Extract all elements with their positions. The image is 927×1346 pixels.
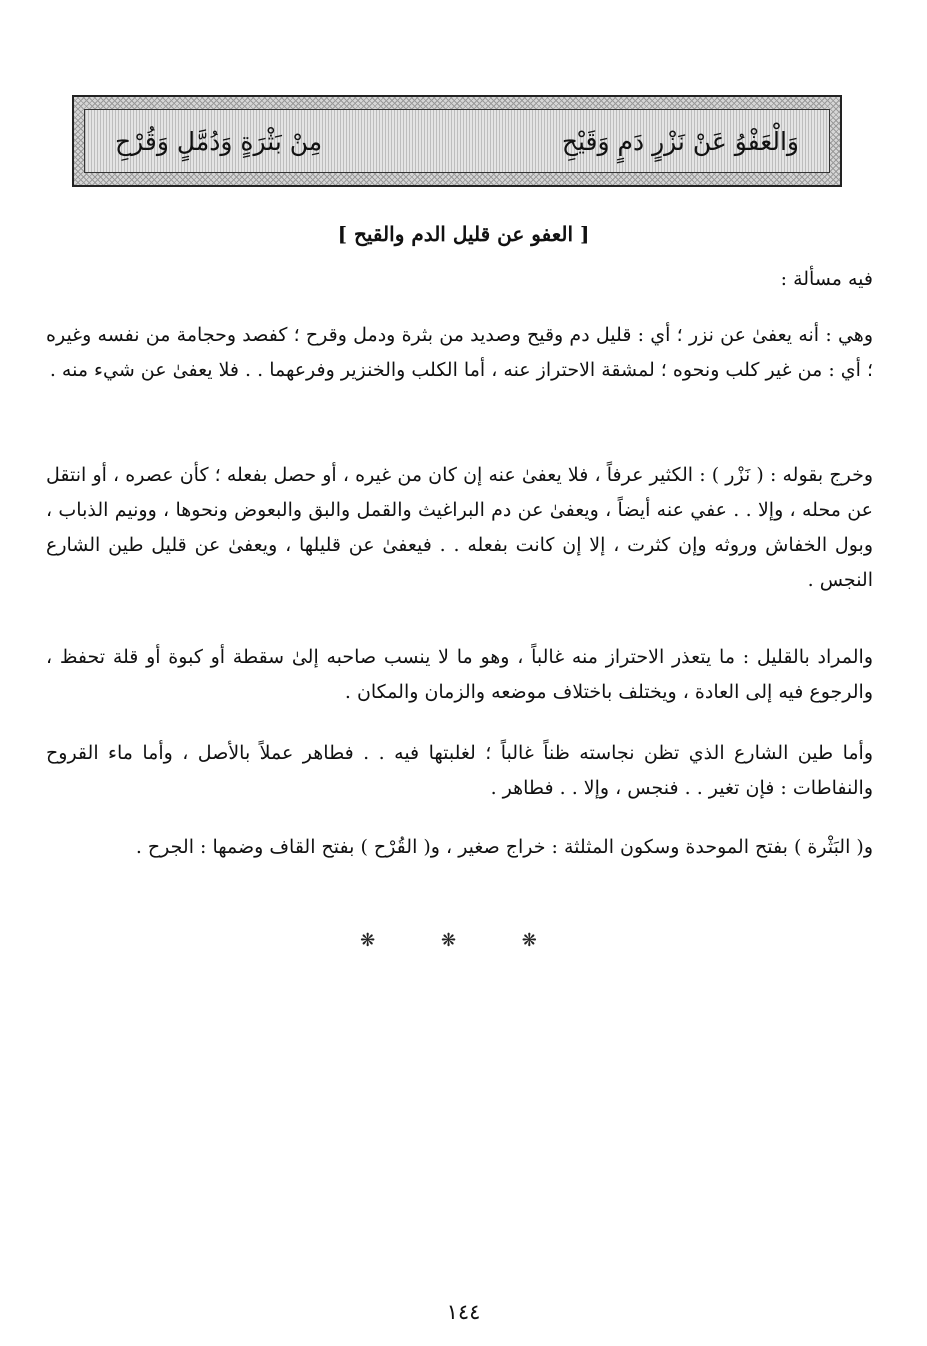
page-number: ١٤٤ xyxy=(446,1300,481,1324)
verse-hemistich-right: وَالْعَفْوُ عَنْ نَزْرٍ دَمٍ وَقَيْحِ xyxy=(561,126,799,156)
intro-line: فيه مسألة : xyxy=(780,268,873,290)
section-heading: [ العفو عن قليل الدم والقيح ] xyxy=(337,222,590,246)
paragraph-2: وخرج بقوله : ( نَزْر ) : الكثير عرفاً ، فلا يعفىٰ عنه إن كان من غيره ، أو حصل بفعله ؛ كأن عصره ، أو انتقل عن محله ، وإلا . . عفي عنه أيضاً ، ويعفىٰ عن دم البراغيث والقمل والبق والبعوض ونحوها ، وونيم الذباب ، وبول الخفاش وروثه وإن كثرت ، إلا إن كانت بفعله . . فيعفىٰ عن قليلها ، ويعفىٰ عن قليل طين الشارع النجس . xyxy=(46,464,873,591)
verse-hemistich-left: مِنْ بَثْرَةٍ وَدُمَّلٍ وَقُرْحِ xyxy=(115,126,323,156)
verse-line xyxy=(85,110,829,172)
paragraph-5: و( البَثْرة ) بفتح الموحدة وسكون المثلثة : خراج صغير ، و( القُرْح ) بفتح القاف وضمها : الجرح . xyxy=(135,836,873,858)
verse-banner xyxy=(72,95,842,187)
paragraph-4: وأما طين الشارع الذي تظن نجاسته ظناً غالباً ؛ لغلبتها فيه . . فطاهر عملاً بالأصل ، وأما ماء القروح والنفاطات : فإن تغير . . فنجس ، وإلا . . فطاهر . xyxy=(46,742,873,799)
paragraph-1: وهي : أنه يعفىٰ عن نزر ؛ أي : قليل دم وقيح وصديد من بثرة ودمل وقرح ؛ كفصد وحجامة من نفسه وغيره ؛ أي : من غير كلب ونحوه ؛ لمشقة الاحتراز عنه ، أما الكلب والخنزير وفرعهما . . فلا يعفىٰ عن شيء منه . xyxy=(46,324,873,381)
verse-banner-frame xyxy=(84,109,830,173)
section-separator: ❋ ❋ ❋ xyxy=(360,930,567,951)
paragraph-3: والمراد بالقليل : ما يتعذر الاحتراز منه غالباً ، وهو ما لا ينسب صاحبه إلىٰ سقطة أو كبوة أو قلة تحفظ ، والرجوع فيه إلى العادة ، ويختلف باختلاف موضعه والزمان والمكان . xyxy=(46,646,873,703)
